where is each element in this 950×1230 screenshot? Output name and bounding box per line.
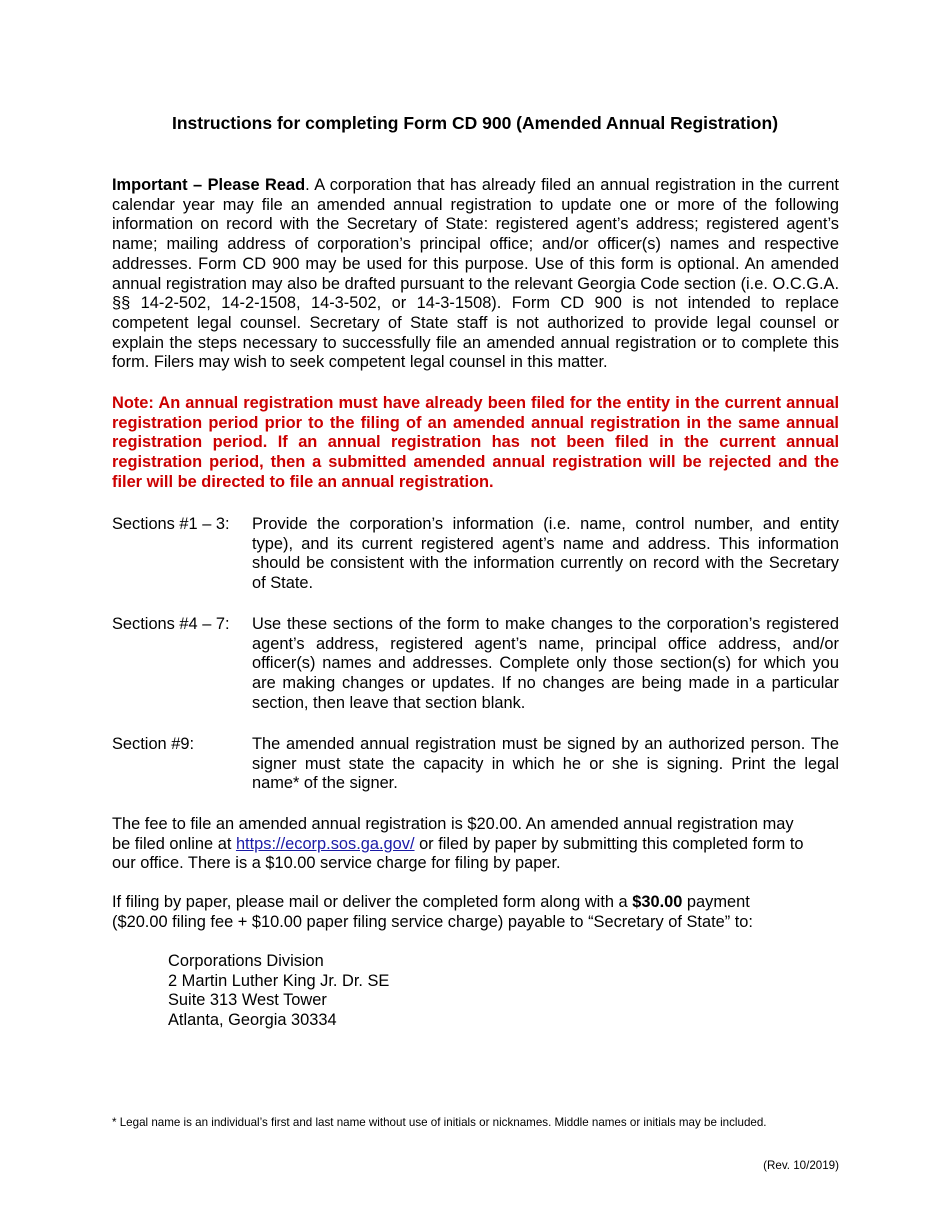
- section-label: Sections #4 – 7:: [112, 615, 230, 633]
- fee-after-link: or filed by paper by submitting this completed form to: [414, 834, 804, 853]
- revision-label: (Rev. 10/2019): [763, 1159, 839, 1172]
- fee-line-1: The fee to file an amended annual registration is $20.00. An amended annual registration may: [112, 815, 794, 833]
- address-line-1: Corporations Division: [168, 952, 324, 970]
- mailing-paragraph: [112, 893, 839, 932]
- mailing-line-2: ($20.00 filing fee + $10.00 paper filing service charge) payable to “Secretary of State” to:: [112, 912, 753, 931]
- ecorp-link[interactable]: https://ecorp.sos.ga.gov/: [235, 834, 415, 853]
- mailing-address: [168, 952, 389, 1031]
- mailing-after-amount: payment: [682, 893, 750, 911]
- address-line-4: Atlanta, Georgia 30334: [168, 1011, 337, 1030]
- address-line-2: 2 Martin Luther King Jr. Dr. SE: [168, 971, 390, 990]
- important-lead: Important – Please Read: [112, 176, 306, 194]
- important-body: . A corporation that has already filed an annual registration in the current calendar year may file an amended annual registration to update one or more of the following information on record with the Secretary of State: registered agent’s address; registered agent’s name; mailing address of corporation’s principal office; and/or officer(s) names and respective addresses. Form CD 900 may be used for this purpose. Use of this form is optional. An amended annual registration may also be drafted pursuant to the relevant Georgia Code section (i.e. O.C.G.A. §§ 14-2-502, 14-2-1508, 14-3-502, or 14-3-1508). Form CD 900 is not intended to replace competent legal counsel. Secretary of State staff is not authorized to provide legal counsel or explain the steps necessary to successfully file an amended annual registration or to complete this form. Filers may wish to seek competent legal counsel in this matter.: [112, 176, 839, 372]
- section-text: Provide the corporation’s information (i.e. name, control number, and entity type), and its current registered agent’s name and address. This information should be consistent with the information currently on record with the Secretary of State.: [252, 515, 839, 593]
- address-line-3: Suite 313 West Tower: [168, 991, 327, 1010]
- important-paragraph: [112, 176, 839, 373]
- section-label: Sections #1 – 3:: [112, 515, 230, 533]
- section-text: The amended annual registration must be signed by an authorized person. The signer must state the capacity in which he or she is signing. Print the legal name* of the signer.: [252, 735, 839, 793]
- fee-line-2: [112, 835, 839, 855]
- mailing-line-1: [112, 893, 839, 913]
- footnote: * Legal name is an individual’s first and last name without use of initials or nicknames. Middle names or initials may be included.: [112, 1116, 767, 1129]
- section-text: Use these sections of the form to make changes to the corporation’s registered agent’s address, registered agent’s name, principal office address, and/or officer(s) names and addresses. Complete only those section(s) for which you are making changes or updates. If no changes are being made in a particular section, then leave that section blank.: [252, 615, 839, 712]
- note-paragraph: Note: An annual registration must have already been filed for the entity in the current annual registration period prior to the filing of an amended annual registration in the same annual registration period. If an annual registration has not been filed in the current annual registration period, then a submitted amended annual registration will be rejected and the filer will be directed to file an annual registration.: [112, 394, 839, 491]
- page-title: Instructions for completing Form CD 900 (Amended Annual Registration): [171, 113, 779, 133]
- fee-paragraph: [112, 815, 839, 874]
- payment-amount: $30.00: [632, 893, 683, 911]
- fee-before-link: be filed online at: [112, 834, 236, 853]
- section-label: Section #9:: [112, 735, 195, 753]
- mailing-before-amount: If filing by paper, please mail or deliver the completed form along with a: [112, 893, 633, 911]
- fee-line-3: our office. There is a $10.00 service charge for filing by paper.: [112, 854, 561, 873]
